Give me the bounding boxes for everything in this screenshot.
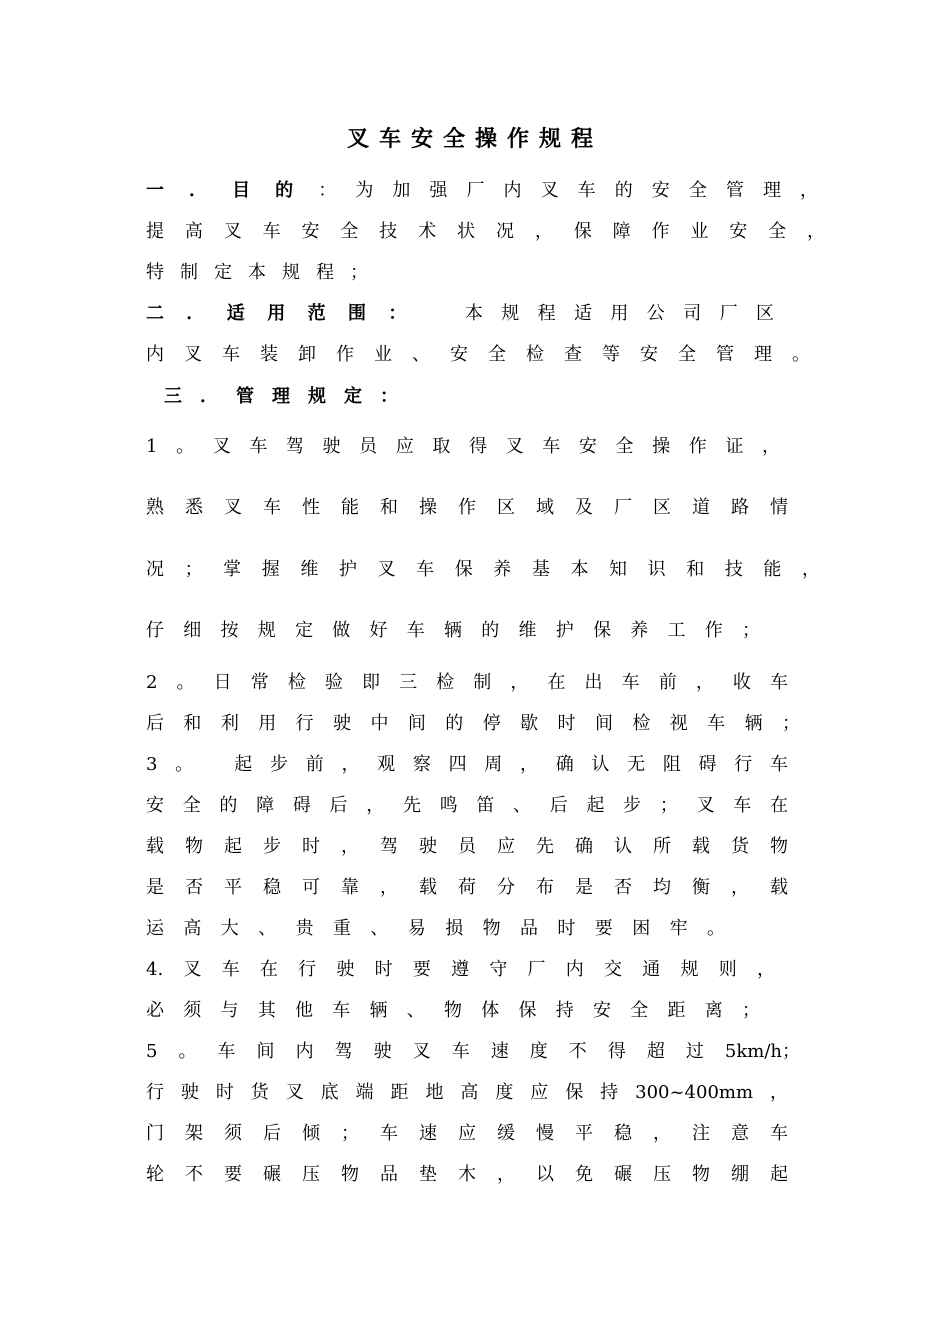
section-1-line-2: 提高叉车安全技术状况，保障作业安全， [146, 221, 825, 242]
section-1-line-3: 特制定本规程； [146, 262, 384, 283]
item-line-1: 1。叉车驾驶员应取得叉车安全操作证， [146, 436, 780, 457]
item-line-4: 仔细按规定做好车辆的维护保养工作； [146, 620, 760, 641]
item-line-13: 必须与其他车辆、物体保持安全距离； [146, 1000, 760, 1021]
section-1-line-1 [146, 176, 832, 206]
section-1-colon: ： [318, 180, 342, 201]
section-2-text-1: 本规程适用公司厂区 [464, 303, 790, 324]
item-line-5: 2。日常检验即三检制，在出车前，收车 [146, 672, 788, 693]
item-line-14: 5。车间内驾驶叉车速度不得超过5km/h； [146, 1041, 800, 1062]
item-line-16: 门架须后倾；车速应缓慢平稳，注意车 [146, 1123, 788, 1144]
item-line-7: 3。 起步前，观察四周，确认无阻碍行车 [146, 754, 788, 775]
item-line-2: 熟悉叉车性能和操作区域及厂区道路情 [146, 497, 788, 518]
section-1-heading: 一．目的 [146, 180, 319, 201]
item-line-15: 行驶时货叉底端距地高度应保持300~400mm， [146, 1082, 788, 1103]
section-2-line-2: 内叉车装卸作业、安全检查等安全管理。 [146, 344, 810, 365]
item-line-8: 安全的障碍后，先鸣笛、后起步；叉车在 [146, 795, 788, 816]
item-line-11: 运高大、贵重、易损物品时要困牢。 [146, 918, 725, 939]
section-1-text-1: 为加强厂内叉车的安全管理， [355, 180, 832, 201]
item-line-9: 载物起步时，驾驶员应先确认所载货物 [146, 836, 788, 857]
item-line-12: 4.叉车在行驶时要遵守厂内交通规则， [146, 959, 775, 980]
section-2-heading: 二．适用范围： [146, 303, 429, 324]
section-3-heading: 三．管理规定： [164, 386, 416, 407]
item-line-6: 后和利用行驶中间的停歇时间检视车辆； [146, 713, 800, 734]
item-line-10: 是否平稳可靠，载荷分布是否均衡，载 [146, 877, 788, 898]
item-line-3: 况；掌握维护叉车保养基本知识和技能， [146, 559, 820, 580]
document-title: 叉车安全操作规程 [346, 126, 603, 152]
section-2-line-1 [146, 299, 790, 329]
item-line-17: 轮不要碾压物品垫木，以免碾压物绷起 [146, 1164, 788, 1185]
